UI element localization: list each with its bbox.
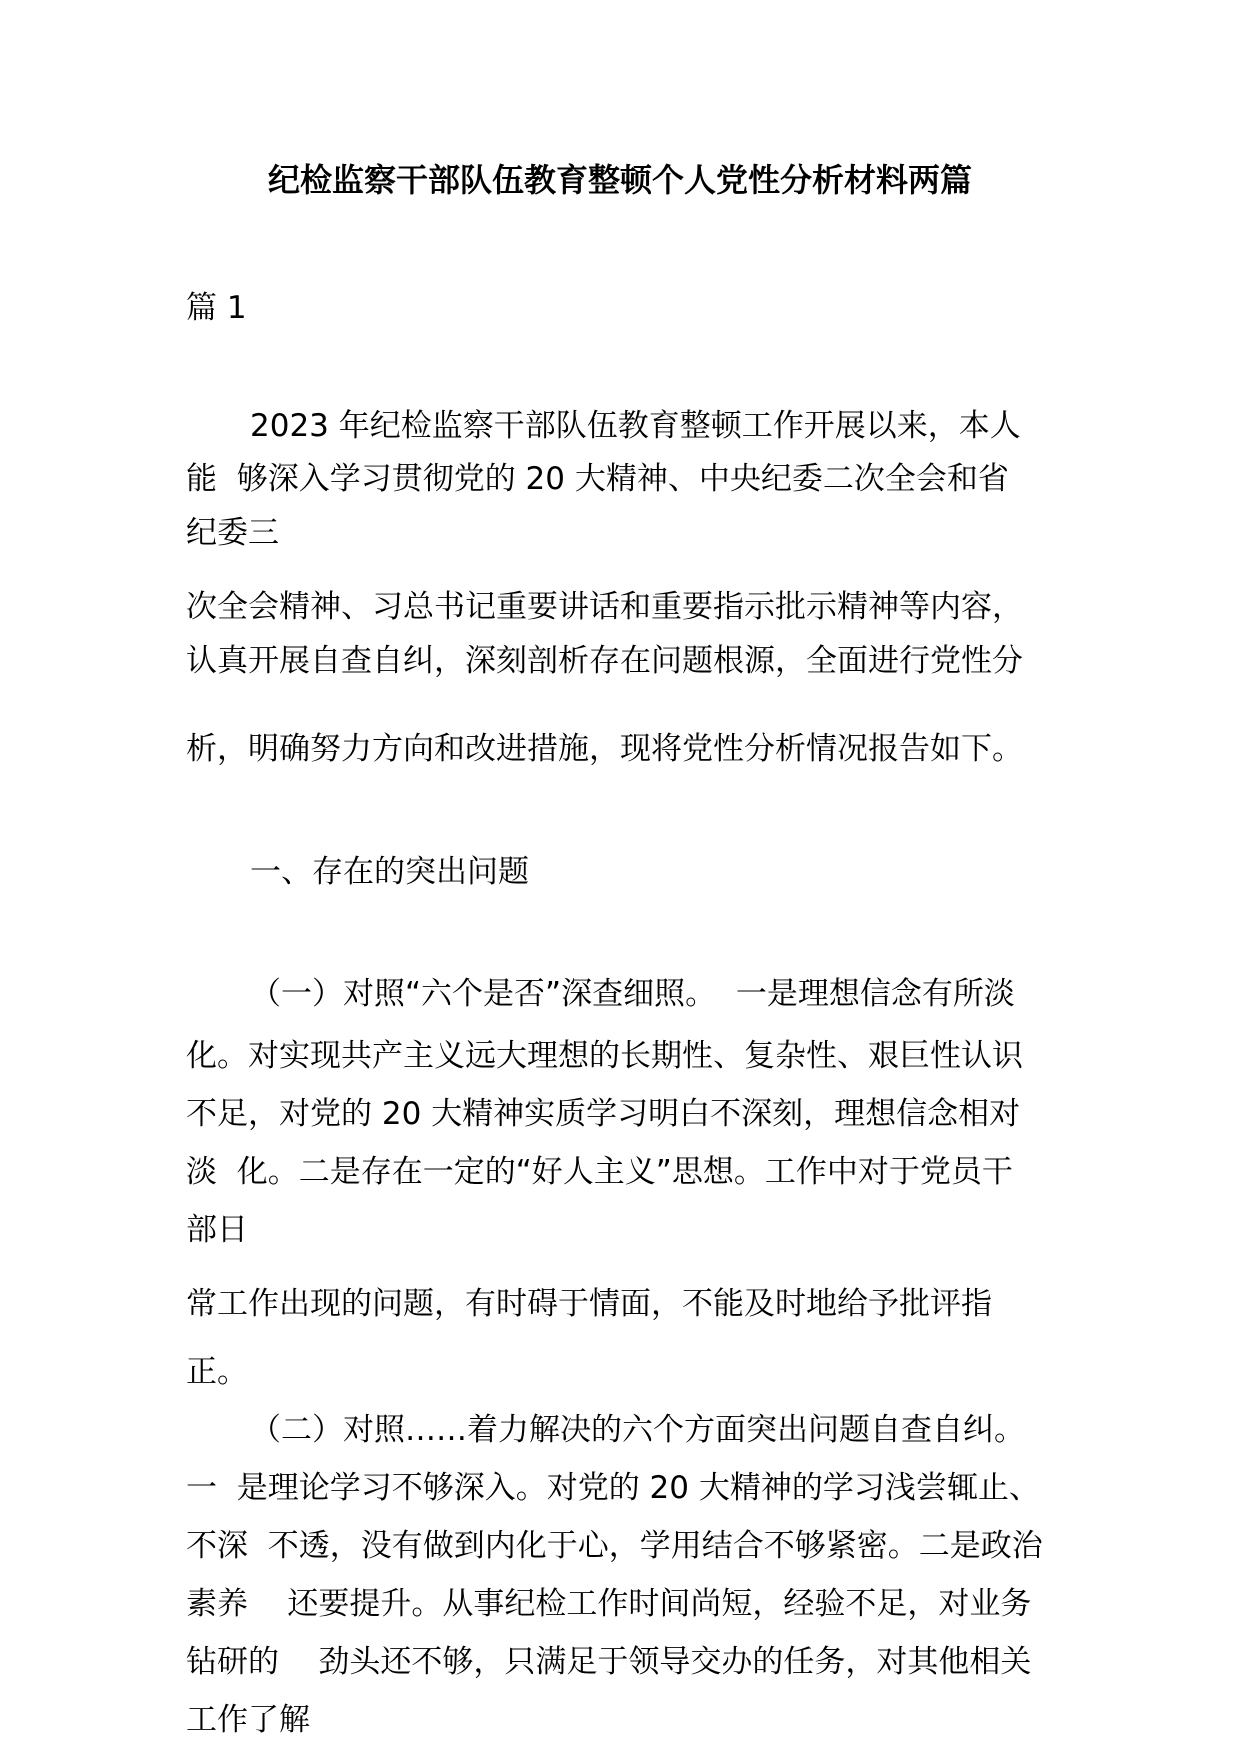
paragraph-line: 正。 [186,1354,248,1390]
intro-line: 2023 年纪检监察干部队伍教育整顿工作开展以来，本人 [250,408,1021,444]
intro-line: 认真开展自查自纠，深刻剖析存在问题根源，全面进行党性分 [186,643,1023,679]
paragraph-line: 淡 化。二是存在一定的“好人主义”思想。工作中对于党员干 [186,1154,1013,1190]
intro-line: 纪委三 [186,515,279,551]
paragraph-line: 化。对实现共产主义远大理想的长期性、复杂性、艰巨性认识 [186,1038,1023,1074]
paragraph-line: 素养 还要提升。从事纪检工作时间尚短，经验不足，对业务 [186,1586,1032,1622]
intro-line: 能 够深入学习贯彻党的 20 大精神、中央纪委二次全会和省 [186,461,1009,497]
intro-line: 析，明确努力方向和改进措施，现将党性分析情况报告如下。 [186,731,1023,767]
document-title: 纪检监察干部队伍教育整顿个人党性分析材料两篇 [267,161,972,199]
intro-line: 次全会精神、习总书记重要讲话和重要指示批示精神等内容， [186,589,1023,625]
paragraph-line: 钻研的 劲头还不够，只满足于领导交办的任务，对其他相关 [186,1644,1032,1680]
paragraph-line: 工作了解 [186,1702,310,1738]
paragraph-line: 部日 [186,1212,248,1248]
paragraph-line: 常工作出现的问题，有时碍于情面，不能及时地给予批评指 [186,1286,992,1322]
section-heading: 一、存在的突出问题 [250,854,529,890]
paragraph-line: （一）对照“六个是否”深查细照。 一是理想信念有所淡 [250,976,1015,1012]
paragraph-line: 不足，对党的 20 大精神实质学习明白不深刻，理想信念相对 [186,1096,1021,1132]
paragraph-line: 一 是理论学习不够深入。对党的 20 大精神的学习浅尝辄止、 [186,1470,1040,1506]
section-label: 篇 1 [186,290,247,326]
paragraph-line: （二）对照……着力解决的六个方面突出问题自查自纠。 [250,1412,1025,1448]
paragraph-line: 不深 不透，没有做到内化于心，学用结合不够紧密。二是政治 [186,1528,1043,1564]
